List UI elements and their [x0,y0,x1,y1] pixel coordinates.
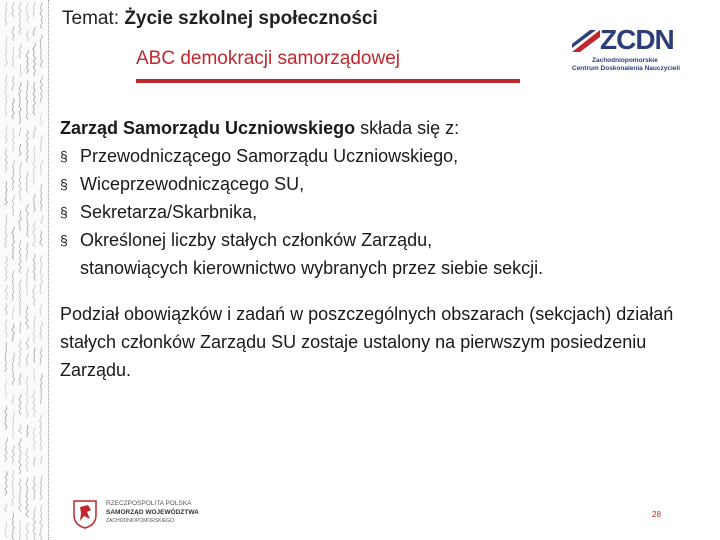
scribble-stroke [19,425,22,434]
scribble-stroke [20,321,21,333]
scribble-stroke [33,82,36,115]
scribble-stroke [13,412,15,439]
scribble-stroke [26,523,29,540]
scribble-stroke [12,445,14,463]
scribble-stroke [12,160,15,190]
scribble-stroke [33,316,36,343]
scribble-stroke [41,160,43,175]
scribble-stroke [19,128,21,137]
scribble-stroke [12,195,14,216]
zcdn-logo [570,26,682,76]
scribble-stroke [33,254,35,281]
scribble-stroke [34,457,36,466]
scribble-stroke [5,522,7,537]
intro-rest-text: składa się z: [355,118,460,138]
bullet-marker: § [60,148,68,164]
scribble-stroke [19,521,20,540]
scribble-stroke [33,476,36,500]
scribble-stroke [12,352,14,385]
scribble-stroke [5,74,8,116]
scribble-stroke [33,43,36,76]
scribble-stroke [33,146,36,185]
scribble-stroke [33,427,35,451]
scribble-stroke [40,76,43,103]
list-item [60,142,710,170]
list-item [60,226,710,282]
scribble-stroke [5,380,7,398]
scribble-stroke [19,478,21,511]
scribble-stroke [12,98,15,119]
scribble-stroke [19,340,22,367]
list-item [60,170,710,198]
scribble-stroke [12,513,14,540]
scribble-stroke [40,304,42,316]
scribble-stroke [27,354,29,366]
list-item-continuation: stanowiących kierownictwo wybranych przez siebie sekcji. [80,258,544,278]
scribble-stroke [40,322,43,340]
scribble-stroke [19,438,22,474]
scribble-stroke [12,324,15,342]
scribble-stroke [40,255,43,294]
scribble-stroke [5,181,8,205]
scribble-stroke [5,303,8,315]
scribble-stroke [19,373,21,385]
scribble-stroke [19,280,21,316]
scribble-stroke [12,47,14,68]
bullet-marker: § [60,232,68,248]
scribble-stroke [12,128,14,152]
scribble-stroke [26,243,28,261]
scribble-stroke [12,2,14,17]
scribble-stroke [40,184,42,211]
bullet-marker: § [60,176,68,192]
list-item-text: Wiceprzewodniczącego SU, [80,174,305,194]
scribble-stroke [33,285,36,306]
scribble-stroke [5,504,8,513]
scribble-stroke [19,144,21,156]
member-list [60,142,710,282]
bullet-marker: § [60,204,68,220]
list-item-text: Sekretarza/Skarbnika, [80,202,258,222]
scribble-stroke [26,2,29,23]
scribble-stroke [12,307,14,319]
scribble-stroke [19,82,22,124]
scribble-stroke [13,395,14,404]
title-label: Temat: [62,8,120,29]
footer-logo-line-3: ZACHODNIOPOMORSKIEGO [106,518,175,524]
scribble-stroke [26,305,29,329]
scribble-stroke [19,240,21,273]
scribble-stroke [40,347,42,365]
samorzad-logo [72,497,202,533]
scribble-stroke [19,210,22,231]
slide-title [62,8,378,30]
scribble-stroke [12,270,14,300]
scribble-stroke [5,215,7,248]
scribble-stroke [26,425,28,437]
scribble-stroke [26,376,29,418]
scribble-stroke [12,76,14,91]
zcdn-wordmark: ZCDN [600,24,674,55]
scribble-stroke [40,35,43,68]
intro-bold-text: Zarząd Samorządu Uczniowskiego [60,118,356,138]
scribble-stroke [5,148,7,172]
scribble-stroke [5,406,7,430]
scribble-stroke [5,342,7,372]
scribble-stroke [33,220,36,247]
scribble-stroke [40,374,42,404]
scribble-stroke [34,194,36,212]
scribble-stroke [40,505,43,540]
scribble-stroke [41,456,42,465]
scribble-stroke [5,438,8,462]
slide-body [60,114,710,384]
scribble-stroke [34,369,35,381]
scribble-stroke [33,507,36,540]
zcdn-logo-mark-icon [572,30,600,52]
scribble-stroke [26,268,28,295]
scribble-stroke [12,227,15,260]
handwriting-texture [0,0,48,540]
zcdn-tagline-1: Zachodniopomorskie [592,57,658,64]
scribble-stroke [41,215,43,224]
scribble-stroke [40,113,42,125]
scribble-stroke [5,2,7,26]
scribble-stroke [26,478,29,517]
list-item [60,198,710,226]
title-subject: Życie szkolnej społeczności [124,8,378,29]
scribble-stroke [26,130,28,163]
scribble-stroke [26,204,29,237]
scribble-stroke [12,26,14,41]
scribble-stroke [26,81,28,120]
intro-line [60,114,710,142]
scribble-stroke [26,172,28,193]
scribble-stroke [26,50,29,74]
scribble-stroke [12,470,14,506]
list-item-text: Określonej liczby stałych członków Zarządu, [80,230,433,250]
decorative-margin-strip [0,0,49,540]
slide-subtitle: ABC demokracji samorządowej [136,48,400,69]
list-item-text: Przewodniczącego Samorządu Uczniowskiego, [80,146,459,166]
scribble-stroke [40,2,43,29]
scribble-stroke [26,448,29,472]
scribble-stroke [19,2,22,35]
header-divider [136,79,520,83]
scribble-stroke [5,471,8,495]
scribble-stroke [34,348,36,363]
scribble-stroke [40,415,42,451]
scribble-stroke [40,476,42,500]
scribble-stroke [19,65,22,77]
scribble-stroke [26,337,29,349]
scribble-stroke [26,30,28,42]
page-number: 28 [652,510,661,519]
scribble-stroke [5,257,8,281]
scribble-stroke [19,44,21,59]
scribble-stroke [33,390,36,417]
scribble-stroke [5,36,8,66]
griffin-crest-icon [72,499,98,529]
scribble-stroke [5,125,7,143]
scribble-stroke [40,135,43,153]
footer-logo-line-2: SAMORZĄD WOJEWÓDZTWA [106,509,199,516]
scribble-stroke [19,162,22,201]
body-paragraph: Podział obowiązków i zadań w poszczególnych obszarach (sekcjach) działań stałych członków Zarządu SU zostaje ustalony na pierwszym posiedzeniu Zarządu. [60,304,674,380]
footer-logo-line-1: RZECZPOSPOLITA POLSKA [106,500,192,507]
scribble-stroke [6,319,8,337]
scribble-stroke [19,394,22,415]
scribble-stroke [33,27,35,36]
scribble-stroke [33,127,35,139]
zcdn-tagline-2: Centrum Doskonalenia Nauczycieli [572,65,681,72]
scribble-stroke [40,231,43,246]
scribble-stroke [33,2,35,17]
scribble-stroke [5,285,7,300]
